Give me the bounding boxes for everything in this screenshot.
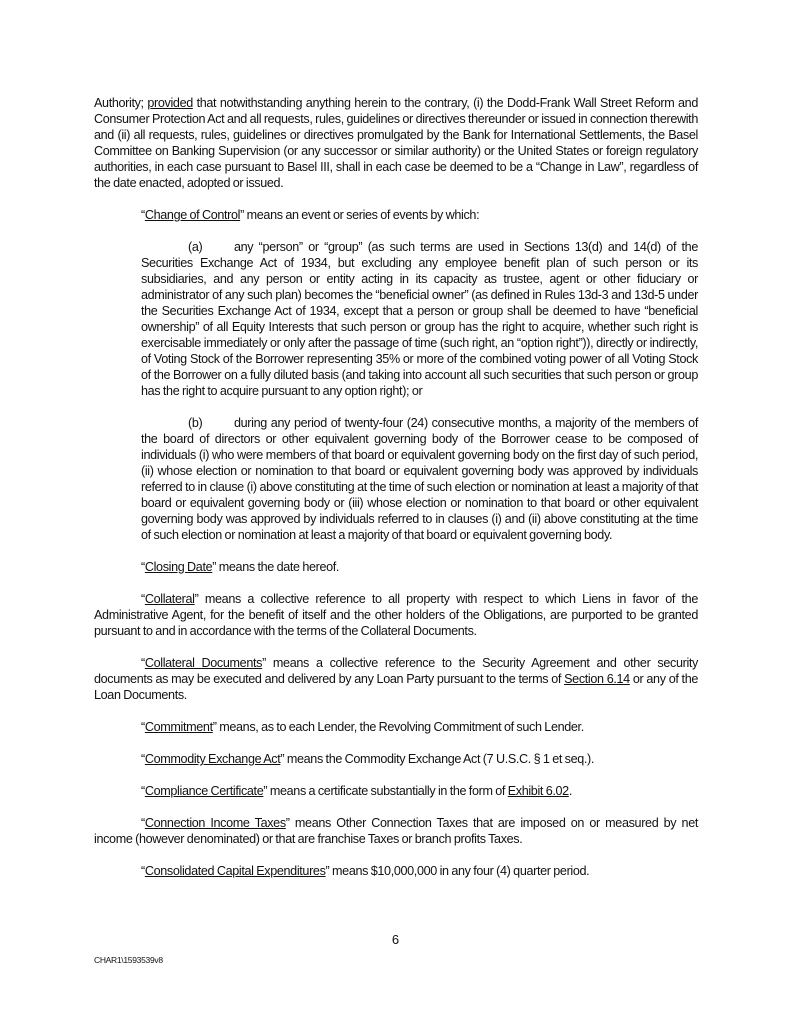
- defined-term: Collateral Documents: [144, 656, 263, 670]
- definition-text: ” means an event or series of events by which:: [240, 208, 480, 222]
- definition-commitment: [94, 719, 698, 735]
- defined-term: Closing Date: [144, 560, 213, 574]
- definition-text: ” means a collective reference to the Security Agreement and other security documents as may be executed and delivered by any Loan Party pursuant to the terms of: [94, 656, 698, 686]
- clause-a: [141, 239, 698, 399]
- definition-text: ” means $10,000,000 in any four (4) quarter period.: [325, 864, 590, 878]
- clause-label: (a): [188, 240, 203, 254]
- text: Authority;: [94, 96, 148, 110]
- section-reference: Section 6.14: [564, 672, 630, 686]
- definition-change-of-control: [94, 207, 698, 223]
- open-quote: “: [141, 208, 145, 222]
- defined-term: Commodity Exchange Act: [144, 752, 281, 766]
- underlined-term-provided: provided: [147, 96, 193, 110]
- definition-text: .: [568, 784, 572, 798]
- defined-term: Connection Income Taxes: [144, 816, 286, 830]
- clause-text: any “person” or “group” (as such terms are used in Sections 13(d) and 14(d) of the Securities Exchange Act of 1934, but excluding any employee benefit plan of such person or its subsidiaries, and any person or entity acting in its capacity as trustee, agent or other fiduciary or administrator of any such plan) becomes the “beneficial owner” (as defined in Rules 13d-3 and 13d-5 under the Securities Exchange Act of 1934, except that a person or group shall be deemed to have “beneficial ownership” of all Equity Interests that such person or group has the right to acquire, whether such right is exercisable immediately or only after the passage of time (such right, an “option right”)), directly or indirectly, of Voting Stock of the Borrower representing 35% or more of the combined voting power of all Voting Stock of the Borrower on a fully diluted basis (and taking into account all such securities that such person or group has the right to acquire pursuant to any option right); or: [141, 240, 698, 398]
- clause-text: during any period of twenty-four (24) consecutive months, a majority of the members of the board of directors or other equivalent governing body of the Borrower cease to be composed of individuals (i) who were members of that board or equivalent governing body on the first day of such period, (ii) whose election or nomination to that board or equivalent governing body was approved by individuals referred to in clause (i) above constituting at the time of such election or nomination at least a majority of that board or equivalent governing body or (iii) whose election or nomination to that board or other equivalent governing body was approved by individuals referred to in clauses (i) and (ii) above constituting at the time of such election or nomination at least a majority of that board or equivalent governing body.: [141, 416, 698, 542]
- open-quote: “: [141, 720, 145, 734]
- definition-text: ” means the Commodity Exchange Act (7 U.S.C. § 1 et seq.).: [280, 752, 595, 766]
- definition-commodity-exchange-act: [94, 751, 698, 767]
- defined-term: Compliance Certificate: [144, 784, 264, 798]
- open-quote: “: [141, 560, 145, 574]
- page-number: 6: [391, 932, 400, 947]
- open-quote: “: [141, 592, 145, 606]
- definition-text: or any of the Loan Documents.: [94, 672, 699, 702]
- definition-consolidated-capital-expenditures: [94, 863, 698, 879]
- open-quote: “: [141, 656, 145, 670]
- open-quote: “: [141, 752, 145, 766]
- definition-text: ” means the date hereof.: [212, 560, 340, 574]
- defined-term: Collateral: [144, 592, 195, 606]
- definition-text: ” means Other Connection Taxes that are imposed on or measured by net income (however denominated) or that are franchise Taxes or branch profits Taxes.: [94, 816, 698, 846]
- definition-text: ” means a collective reference to all property with respect to which Liens in favor of the Administrative Agent, for the benefit of itself and the other holders of the Obligations, are purported to be granted pursuant to and in accordance with the terms of the Collateral Documents.: [94, 592, 698, 638]
- defined-term: Consolidated Capital Expenditures: [144, 864, 326, 878]
- document-page: [94, 95, 698, 895]
- definition-closing-date: [94, 559, 698, 575]
- open-quote: “: [141, 784, 145, 798]
- defined-term: Commitment: [144, 720, 213, 734]
- open-quote: “: [141, 864, 145, 878]
- defined-term: Change of Control: [144, 208, 241, 222]
- paragraph-change-in-law-tail: [94, 95, 698, 191]
- definition-collateral-documents: [94, 655, 698, 703]
- clause-b: [141, 415, 698, 543]
- change-of-control-clauses: [141, 239, 698, 543]
- definition-compliance-certificate: [94, 783, 698, 799]
- definition-text: ” means, as to each Lender, the Revolving Commitment of such Lender.: [212, 720, 584, 734]
- definition-collateral: [94, 591, 698, 639]
- definition-text: ” means a certificate substantially in the form of: [263, 784, 508, 798]
- exhibit-reference: Exhibit 6.02: [507, 784, 569, 798]
- open-quote: “: [141, 816, 145, 830]
- document-id: CHAR1\1593539v8: [94, 955, 163, 965]
- definition-connection-income-taxes: [94, 815, 698, 847]
- clause-label: (b): [188, 416, 203, 430]
- text: that notwithstanding anything herein to the contrary, (i) the Dodd-Frank Wall Street Reform and Consumer Protection Act and all requests, rules, guidelines or directives thereunder or issued in connection therewith and (ii) all requests, rules, guidelines or directives promulgated by the Bank for International Settlements, the Basel Committee on Banking Supervision (or any successor or similar authority) or the United States or foreign regulatory authorities, in each case pursuant to Basel III, shall in each case be deemed to be a “Change in Law”, regardless of the date enacted, adopted or issued.: [94, 96, 698, 190]
